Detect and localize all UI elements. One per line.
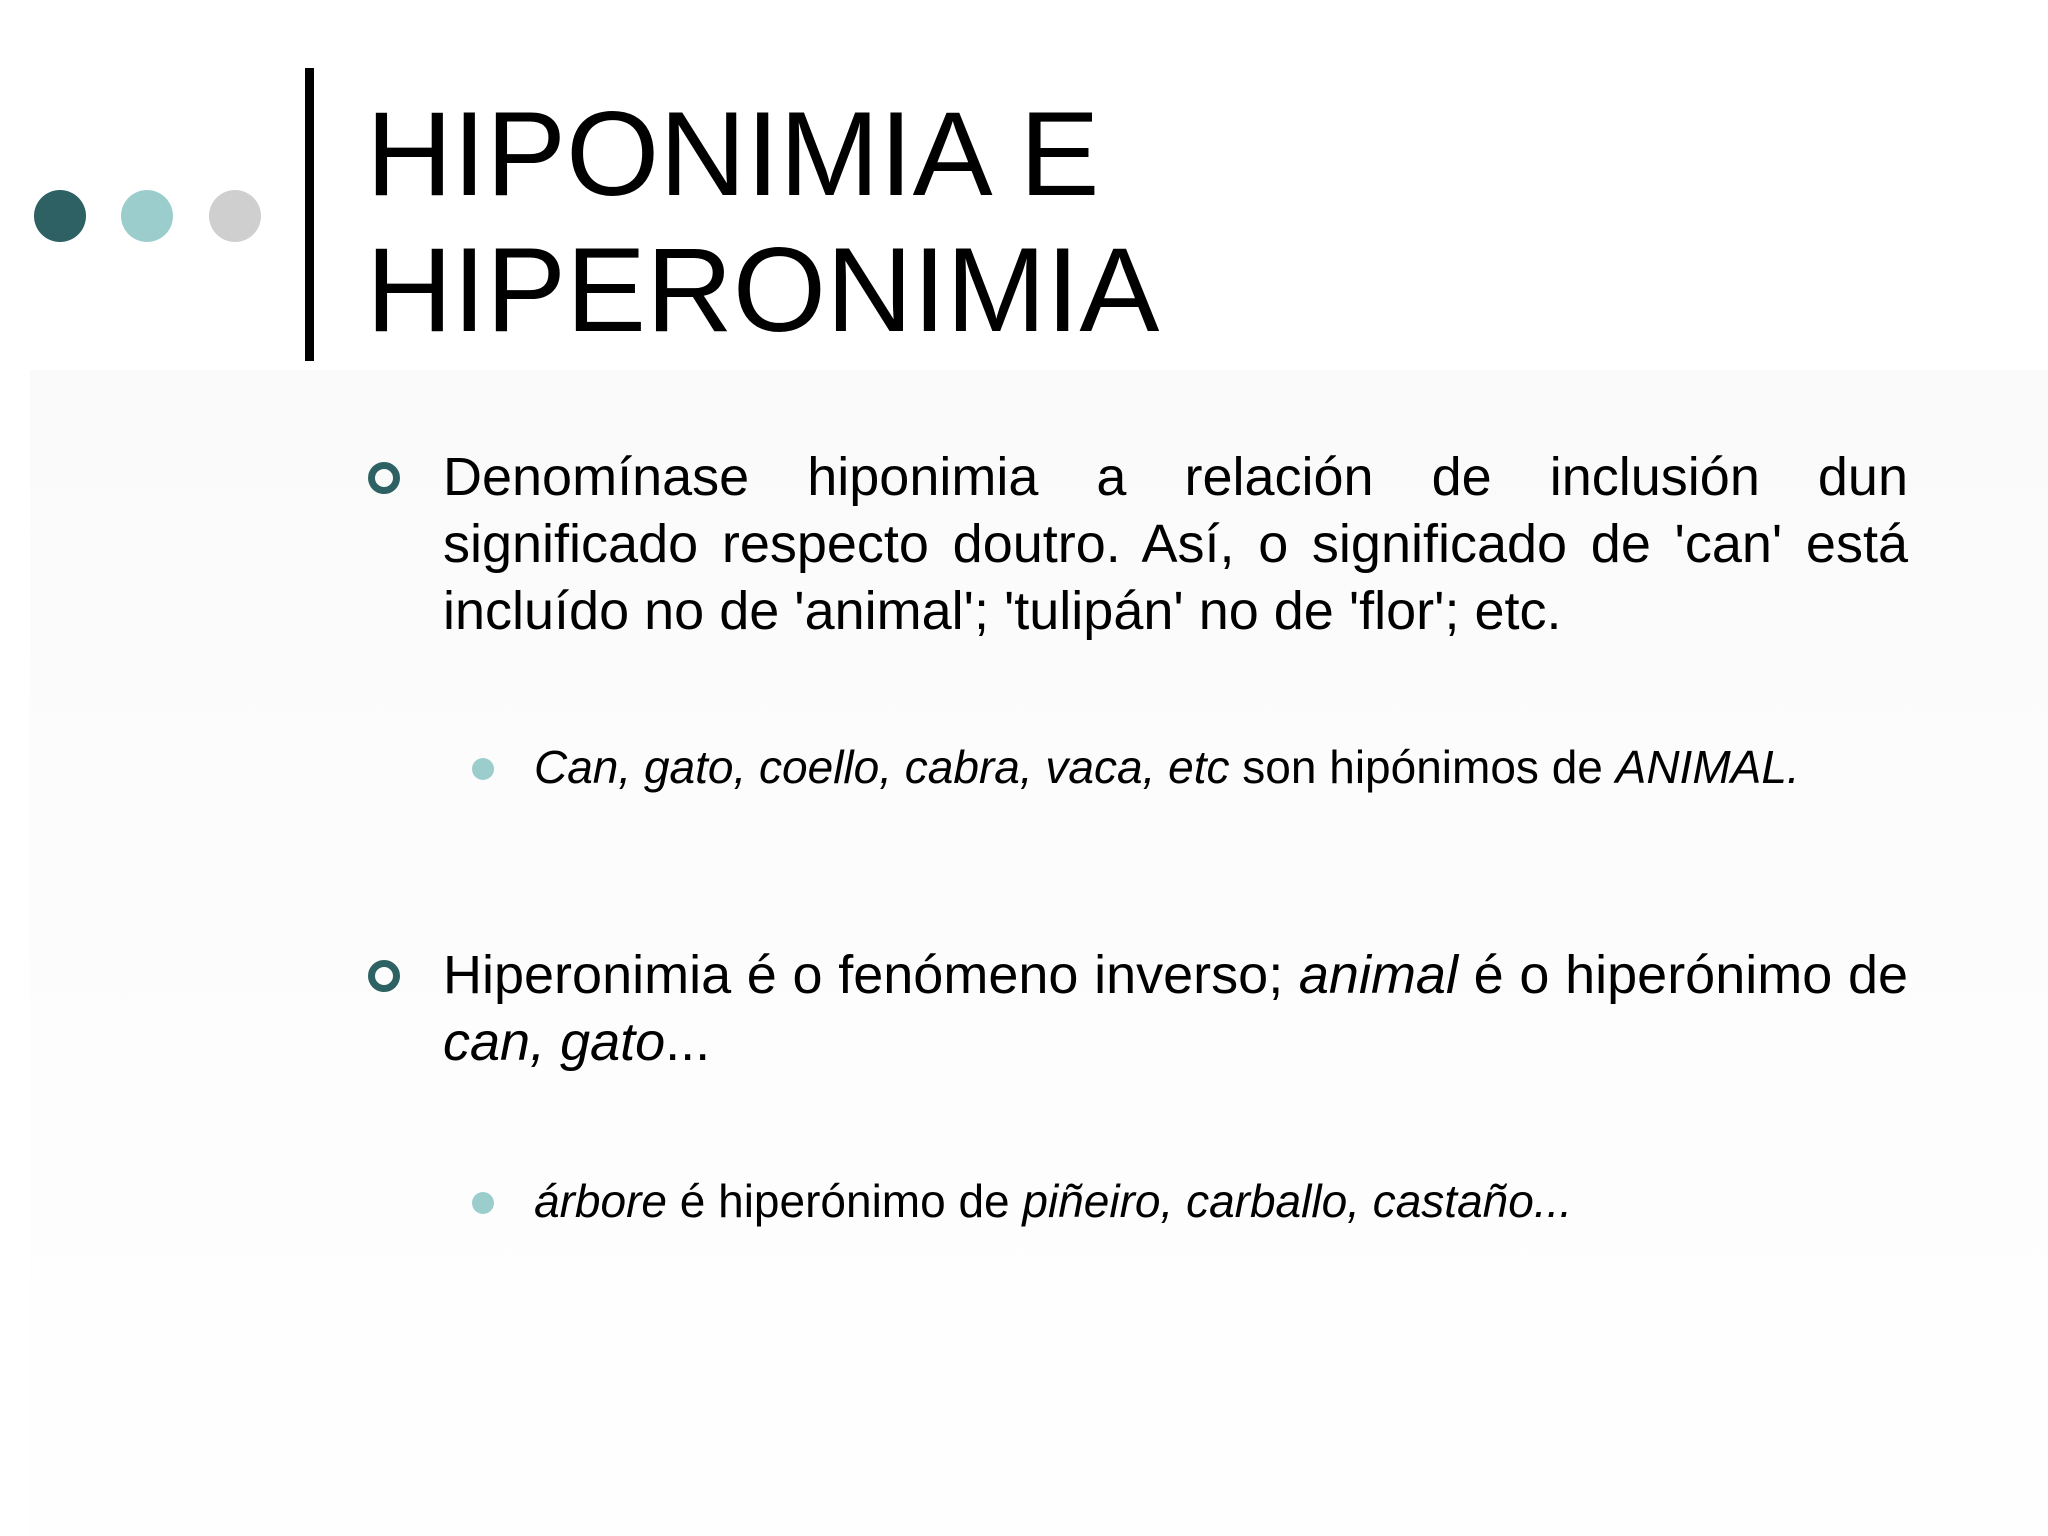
bullet-text-3: ...: [665, 1012, 711, 1072]
terms-can-gato: can, gato: [443, 1012, 666, 1072]
bullet-text-2: é o hiperónimo de: [1457, 945, 1909, 1005]
slide-title: [366, 86, 1666, 358]
dot-bullet-icon: [472, 1192, 494, 1214]
example-words: Can, gato, coello, cabra, vaca, etc: [534, 741, 1230, 793]
bullet-text: son hipónimos de: [1229, 741, 1616, 793]
term-animal: animal: [1298, 945, 1458, 1005]
bullet-text: é hiperónimo de: [666, 1175, 1023, 1227]
term-arbore: árbore: [534, 1175, 667, 1227]
slide-title-line-1: HIPONIMIA E: [366, 87, 1100, 221]
title-divider: [305, 68, 314, 361]
bullet-text: Hiperonimia é o fenómeno inverso;: [443, 945, 1299, 1005]
sub-bullet-hiperonimo-example: [534, 1172, 1908, 1231]
slide-title-line-2: HIPERONIMIA: [366, 223, 1160, 357]
bullet-hiperonimia-definition: [443, 942, 1908, 1076]
decor-dot-teal: [121, 190, 173, 242]
example-category: ANIMAL.: [1615, 741, 1800, 793]
bullet-hiponimia-definition: [443, 444, 1908, 645]
example-trees: piñeiro, carballo, castaño...: [1022, 1175, 1573, 1227]
dot-bullet-icon: [472, 758, 494, 780]
decor-dot-dark: [34, 190, 86, 242]
ring-bullet-icon: [368, 960, 400, 992]
ring-bullet-icon: [368, 462, 400, 494]
sub-bullet-hiponimos-example: [534, 738, 1908, 797]
bullet-text: Denomínase hiponimia a relación de inclusión dun significado respecto doutro. Así, o significado de 'can' está incluído no de 'animal'; 'tulipán' no de 'flor'; etc.: [443, 447, 1908, 641]
decor-dot-gray: [209, 190, 261, 242]
